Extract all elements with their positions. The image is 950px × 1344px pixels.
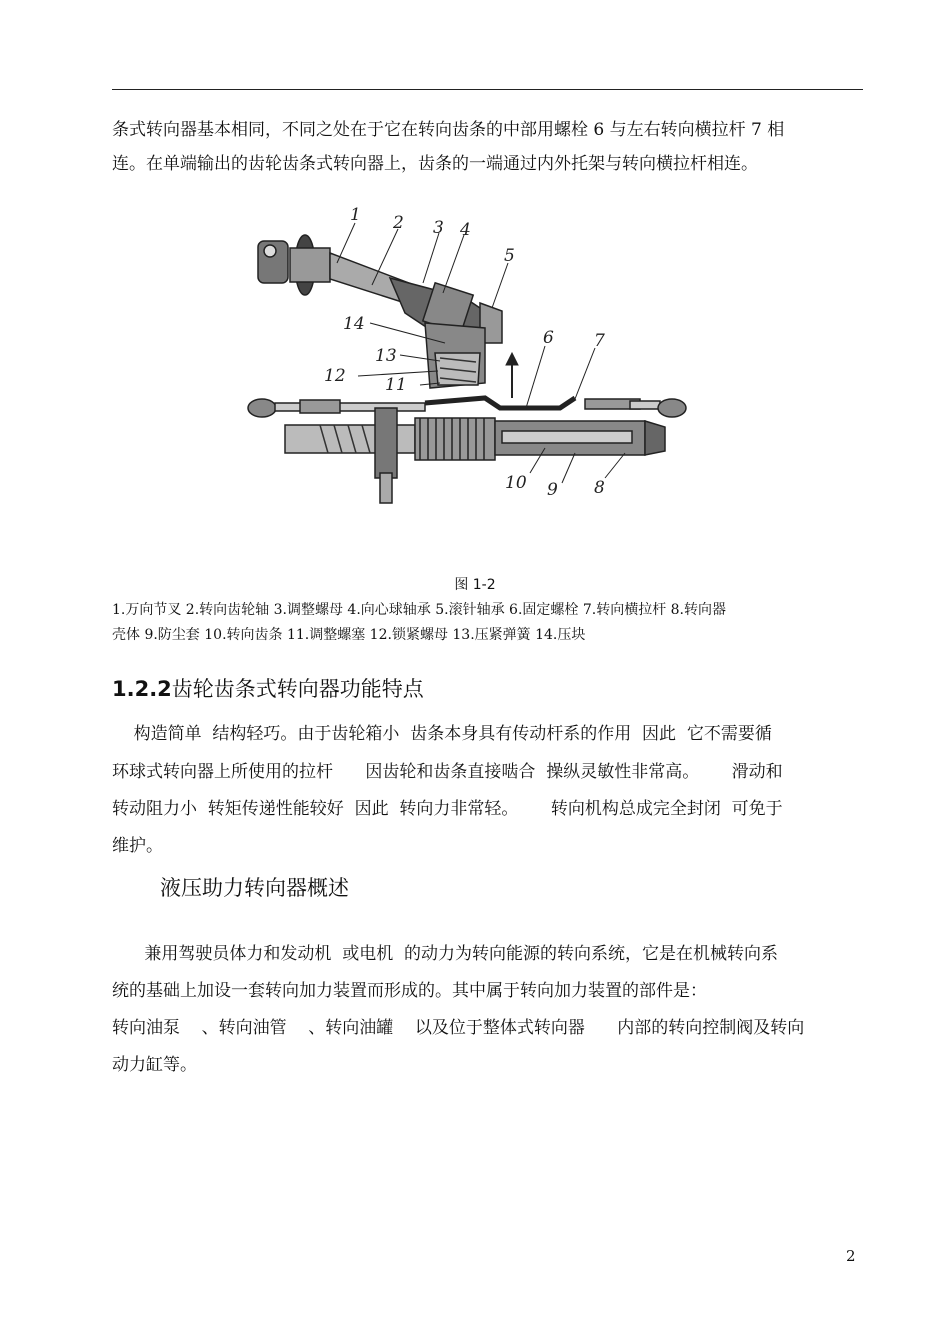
up-arrow-icon [506,353,518,398]
tie-rod-icon [248,398,686,417]
figure-caption: 图 1-2 [454,577,496,593]
legend-line-1: 1.万向节叉 2.转向齿轮轴 3.调整螺母 4.向心球轴承 5.滚针轴承 6.固定螺栓 7.转向横拉杆 8.转向器 [112,602,727,618]
subsection-line-3: 转向油泵 、转向油管 、转向油罐 以及位于整体式转向器 内部的转向控制阀及转向 [112,1018,805,1038]
intro-line-2: 连。在单端输出的齿轮齿条式转向器上，齿条的一端通过内外托架与转向横拉杆相连。 [112,154,758,174]
label-2: 2 [393,213,404,233]
label-3: 3 [433,218,444,238]
figure-legend [112,598,863,648]
label-9: 9 [547,480,558,500]
intro-line-1: 条式转向器基本相同，不同之处在于它在转向齿条的中部用螺栓 6 与左右转向横拉杆 7 相 [112,120,785,140]
adjuster-housing-icon [425,323,485,388]
label-1: 1 [350,205,361,225]
label-12: 12 [324,366,346,386]
section-line-3: 转动阻力小 转矩传递性能较好 因此 转向力非常轻。 转向机构总成完全封闭 可免于 [112,799,783,819]
label-6: 6 [543,328,554,348]
label-4: 4 [460,220,471,240]
section-heading [112,673,424,703]
universal-joint-icon [258,235,330,295]
steering-gear-diagram [240,203,690,508]
subsection-line-4: 动力缸等。 [112,1055,197,1075]
label-11: 11 [385,375,407,395]
label-8: 8 [594,478,605,498]
legend-line-2: 壳体 9.防尘套 10.转向齿条 11.调整螺塞 12.锁紧螺母 13.压紧弹簧 14.压块 [112,627,586,643]
rack-housing-icon [285,408,665,503]
section-line-1: 构造简单 结构轻巧。由于齿轮箱小 齿条本身具有传动杆系的作用 因此 它不需要循 [112,724,772,744]
section-line-4: 维护。 [112,836,163,856]
section-line-2: 环球式转向器上所使用的拉杆 因齿轮和齿条直接啮合 操纵灵敏性非常高。 滑动和 [112,762,783,782]
subsection-line-1: 兼用驾驶员体力和发动机 或电机 的动力为转向能源的转向系统，它是在机械转向系 [112,944,779,964]
subsection-title: 液压助力转向器概述 [160,876,349,900]
section-title: 齿轮齿条式转向器功能特点 [171,677,424,701]
label-7: 7 [594,331,605,351]
section-number: 1.2.2 [112,677,172,701]
label-10: 10 [505,473,527,493]
label-14: 14 [343,314,365,334]
label-13: 13 [375,346,397,366]
header-rule [112,89,863,90]
subsection-line-2: 统的基础上加设一套转向加力装置而形成的。其中属于转向加力装置的部件是： [112,981,707,1001]
page-number: 2 [846,1247,856,1265]
label-5: 5 [504,246,515,266]
